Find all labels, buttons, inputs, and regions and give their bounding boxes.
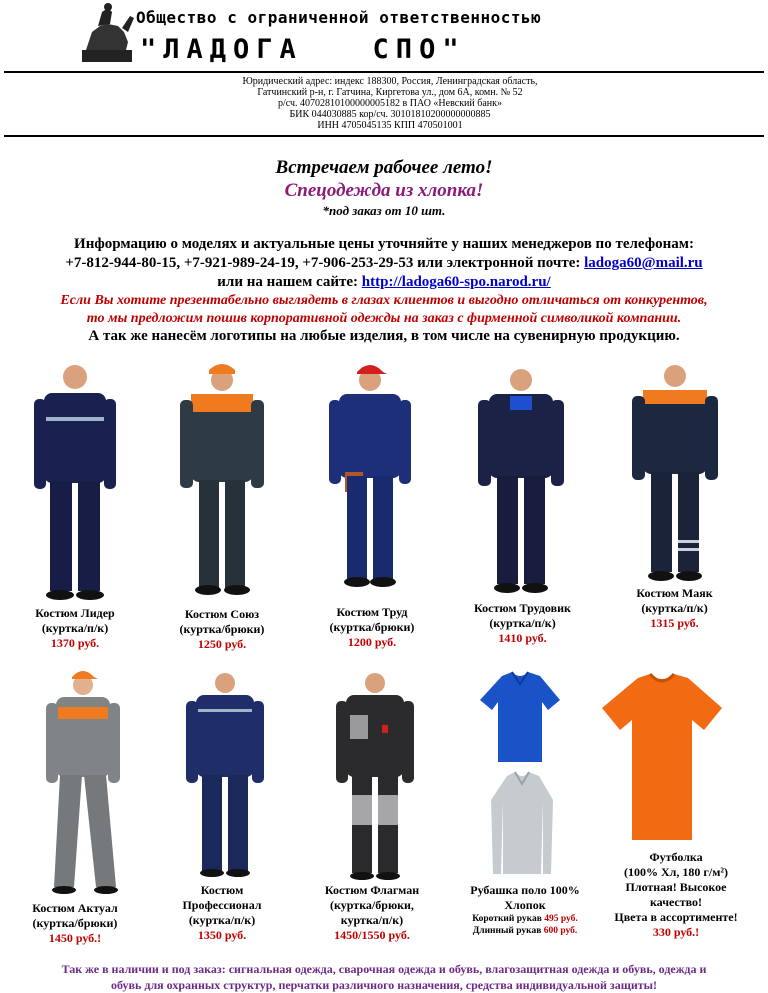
header-bottom-rule [4,135,764,137]
min-order-note: *под заказ от 10 шт. [322,203,446,218]
costume-professional-image [180,665,270,880]
product-detail: (куртка/брюки) [329,620,415,634]
product-detail-3: качество! [649,895,703,909]
legal-address [140,76,640,131]
footer-note [20,961,748,993]
product-detail: (куртка/брюки) [32,916,118,930]
product-name: Костюм Союз [184,607,260,621]
product-aktual [5,901,145,946]
phones: +7-812-944-80-15, +7-921-989-24-19, +7-906-253-29-53 или электронной почте: [65,255,585,271]
product-name: Костюм Лидер [35,606,115,620]
logos-line: А так же нанесём логотипы на любые изделия, в том числе на сувенирную продукцию. [88,328,680,344]
long-sleeve-price: 600 руб. [543,926,578,936]
site-link[interactable]: http://ladoga60-spo.narod.ru/ [361,274,551,290]
address-line: Юридический адрес: индекс 188300, Россия, Ленинградская область, [242,76,538,87]
costume-mayak-image [628,358,723,586]
company-name: "ЛАДОГА СПО" [140,34,466,65]
product-price: 1450 руб.! [48,931,102,945]
horseman-statue-logo-icon [78,2,136,64]
product-professional [152,883,292,943]
product-name: Костюм [200,883,244,897]
product-lider [5,606,145,651]
product-flagman [302,883,442,943]
footer-line-2: обувь для охранных структур, перчатки различного назначения, средства индивидуальной защиты! [111,978,657,992]
headline-cotton: Спецодежда из хлопка! [284,180,484,201]
footer-line-1: Так же в наличии и под заказ: сигнальная одежда, сварочная одежда и обувь, влагозащитная одежда и обувь, одежда и [61,962,707,976]
product-price: 1350 руб. [197,928,247,942]
promo-line-1: Если Вы хотите презентабельно выглядеть в глазах клиентов и выгодно отличаться от конкурентов, [60,293,708,308]
product-name: Костюм Флагман [324,883,420,897]
bank-account-line: р/сч. 40702810100000005182 в ПАО «Невский банк» [278,98,502,109]
product-price: 1200 руб. [347,635,397,649]
contacts-line [0,255,768,272]
product-price: 1370 руб. [50,636,100,650]
promo-line-2: то мы предложим пошив корпоративной одежды на заказ с фирменной символикой компании. [86,311,682,326]
product-detail-2: Плотная! Высокое [625,880,727,894]
header-top-rule [4,71,764,73]
product-detail: (100% Хл, 180 г/м²) [624,865,728,879]
costume-aktual-image [38,665,128,900]
inn-line: ИНН 4705045135 КПП 470501001 [317,120,463,131]
product-detail: (куртка/п/к) [188,913,256,927]
product-detail: (куртка/п/к) [41,621,109,635]
long-sleeve-label: Длинный рукав [472,926,544,936]
info-line: Информацию о моделях и актуальные цены уточняйте у наших менеджеров по телефонам: [74,236,694,252]
site-prefix: или на нашем сайте: [217,274,362,290]
costume-trudovik-image [474,360,569,598]
email-link[interactable]: ladoga60@mail.ru [584,255,703,271]
polo-shirt-grey-image [485,770,560,880]
product-name: Костюм Трудовик [474,601,571,615]
product-name-2: Хлопок [504,898,546,912]
product-detail-2: куртка/п/к) [340,913,404,927]
product-trudovik [450,601,595,646]
short-sleeve-price: 495 руб. [544,914,578,924]
product-mayak [602,586,747,631]
product-price: 1410 руб. [498,631,547,645]
product-detail-4: Цвета в ассортименте! [614,910,738,924]
product-name-2: Профессионал [182,898,262,912]
tshirt-orange-image [600,672,725,847]
product-price: 330 руб.! [652,925,700,939]
product-name: Рубашка поло 100% [470,883,580,897]
product-tshirt [598,850,754,940]
product-soyuz [152,607,292,652]
costume-flagman-image [330,665,420,883]
product-name: Костюм Маяк [636,586,713,600]
product-trud [302,605,442,650]
product-polo [450,883,600,937]
polo-shirt-blue-image [478,670,563,765]
product-price: 1315 руб. [650,616,699,630]
product-price: 1250 руб. [197,637,247,651]
costume-trud-image [325,360,415,590]
headline-summer: Встречаем рабочее лето! [275,157,493,178]
product-price: 1450/1550 руб. [334,928,410,942]
company-type-line: Общество с ограниченной ответственностью [136,8,542,27]
product-name: Костюм Актуал [32,901,118,915]
costume-soyuz-image [175,358,270,598]
costume-lider-image [30,355,120,605]
product-detail: (куртка/брюки, [330,898,414,912]
product-name: Футболка [649,850,703,864]
short-sleeve-line [450,913,600,925]
site-line [0,274,768,291]
product-name: Костюм Труд [336,605,408,619]
product-detail: (куртка/п/к) [641,601,708,615]
short-sleeve-label: Короткий рукав [472,914,545,924]
bik-line: БИК 044030885 кор/сч. 30101810200000000885 [289,109,491,120]
address-line: Гатчинский р-н, г. Гатчина, Киргетова ул., дом 6А, комн. № 52 [257,87,523,98]
product-detail: (куртка/брюки) [179,622,265,636]
product-detail: (куртка/п/к) [489,616,556,630]
long-sleeve-line [450,925,600,937]
